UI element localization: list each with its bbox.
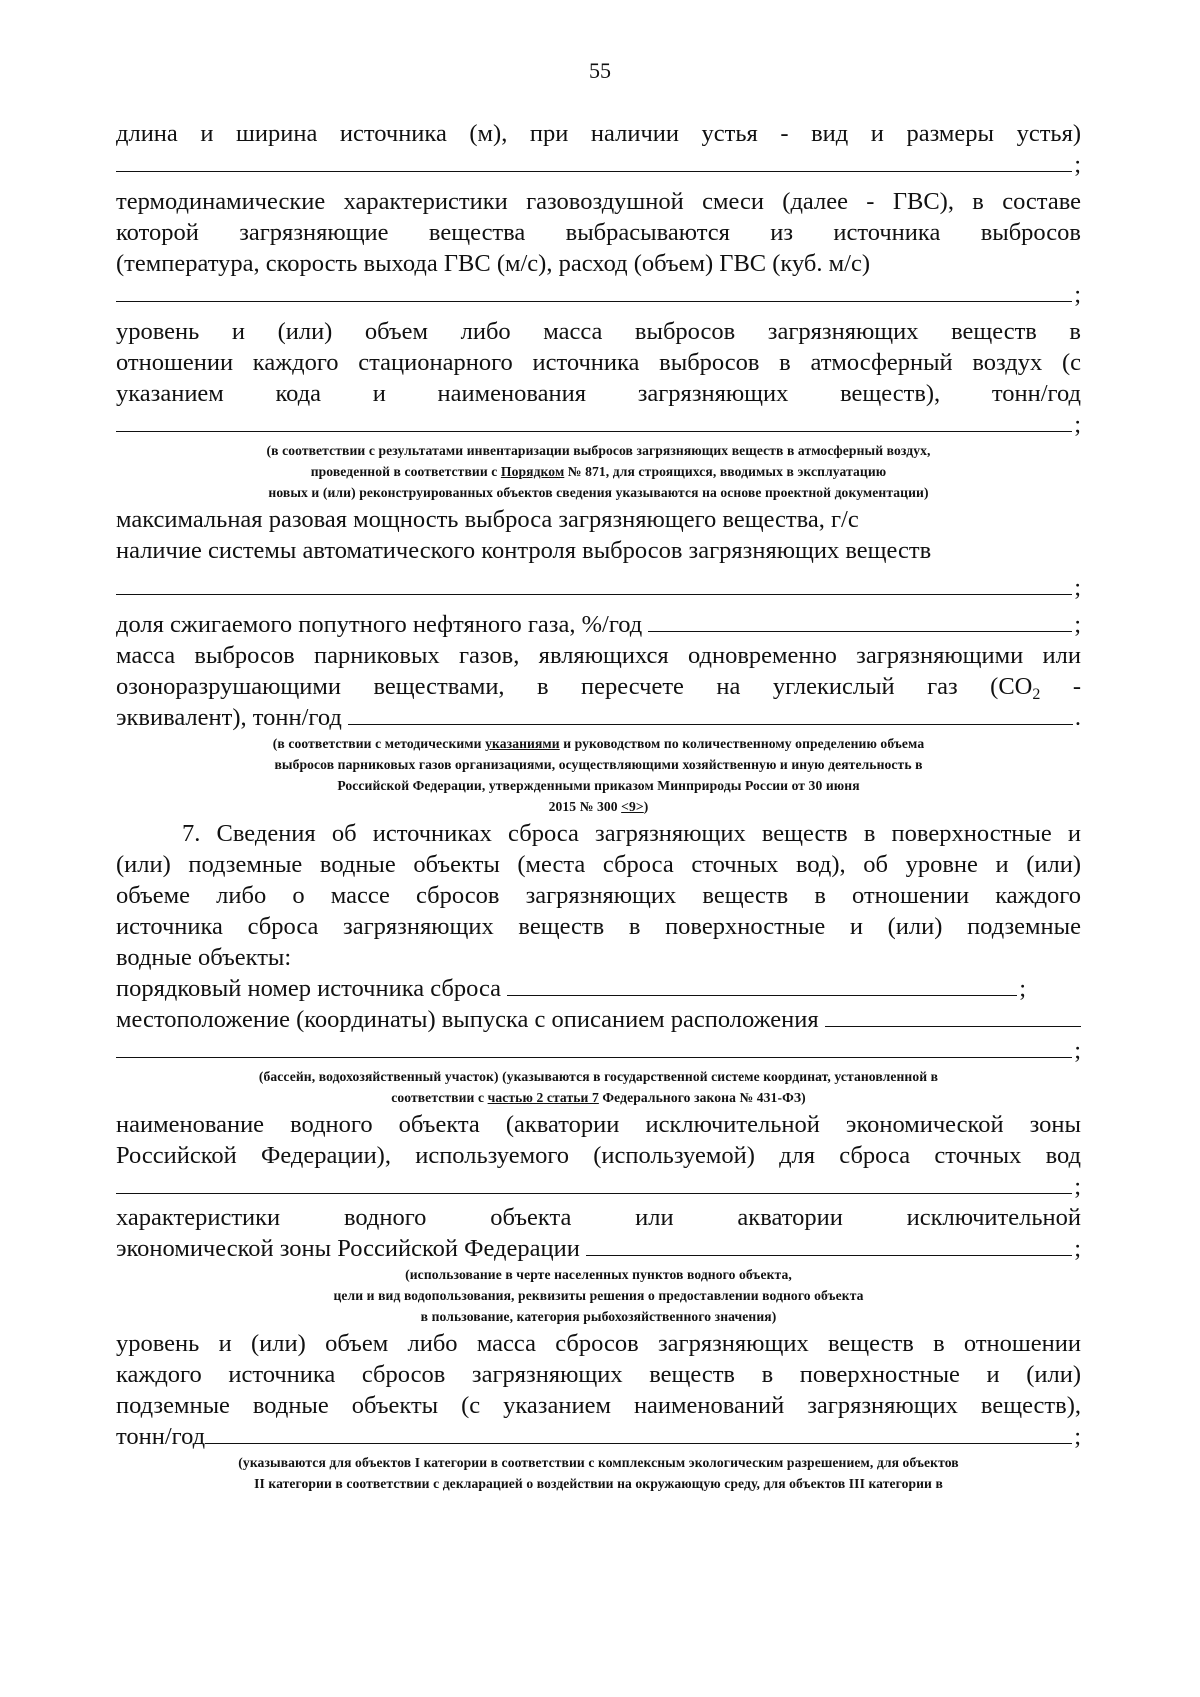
blank-underline: [116, 279, 1072, 302]
line-end-mark: ;: [1074, 1423, 1081, 1450]
text-line: (или) подземные водные объекты (места сброса сточных вод), об уровне и (или): [116, 851, 1081, 878]
reference-link[interactable]: частью 2 статьи 7: [487, 1090, 599, 1105]
line-end-mark: ;: [1074, 1173, 1081, 1200]
line-end-mark: ;: [1074, 281, 1081, 308]
text-line: характеристики водного объекта или акватории исключительной: [116, 1204, 1081, 1231]
footnote-text: цели и вид водопользования, реквизиты решения о предоставлении водного объекта: [333, 1288, 864, 1303]
line-end-mark: ;: [1074, 611, 1081, 638]
blank-field: [116, 409, 1081, 440]
line-end-mark: ;: [1074, 151, 1081, 178]
blank-field: [116, 1171, 1081, 1202]
line-end-mark: ;: [1074, 1235, 1081, 1262]
text-line: уровень и (или) объем либо масса сбросов загрязняющих веществ в отношении: [116, 1330, 1081, 1357]
text-line: длина и ширина источника (м), при наличии устья - вид и размеры устья): [116, 120, 1081, 147]
document-body: [116, 118, 1081, 1495]
blank-underline: [116, 1035, 1072, 1058]
footnote-text: II категории в соответствии с декларацией о воздействии на окружающую среду, для объектов III категории в: [254, 1476, 943, 1491]
reference-link[interactable]: указаниями: [485, 736, 560, 751]
text-line: максимальная разовая мощность выброса загрязняющего вещества, г/с: [116, 506, 859, 533]
text-line: указанием кода и наименования загрязняющих веществ), тонн/год: [116, 380, 1081, 407]
text-line: наличие системы автоматического контроля выбросов загрязняющих веществ: [116, 537, 932, 564]
footnote-text: проведенной в соответствии с Порядком № 871, для строящихся, вводимых в эксплуатацию: [310, 464, 887, 479]
blank-field: [116, 1035, 1081, 1066]
line-end-mark: ;: [1074, 411, 1081, 438]
line-end-mark: .: [1074, 704, 1081, 731]
blank-field: [116, 279, 1081, 310]
text-line: масса выбросов парниковых газов, являющихся одновременно загрязняющими или: [116, 642, 1081, 669]
footnote-text: соответствии с частью 2 статьи 7 Федерального закона № 431-ФЗ): [391, 1090, 806, 1105]
blank-underline: [348, 702, 1073, 725]
blank-underline: [116, 409, 1072, 432]
fill-in-line: [116, 973, 1026, 1004]
text-line: отношении каждого стационарного источника выбросов в атмосферный воздух (с: [116, 349, 1081, 376]
footnote-text: 2015 № 300 <9>): [548, 799, 649, 814]
text-line: термодинамические характеристики газовоздушной смеси (далее - ГВС), в составе: [116, 188, 1081, 215]
blank-field: [116, 149, 1081, 180]
field-label: эквивалент), тонн/год: [116, 704, 342, 731]
fill-in-line: [116, 1004, 1081, 1035]
blank-underline: [648, 609, 1072, 632]
blank-underline: [205, 1421, 1072, 1444]
fill-in-line: [116, 702, 1081, 733]
text-line: наименование водного объекта (акватории исключительной экономической зоны: [116, 1111, 1081, 1138]
footnote-text: (в соответствии с результатами инвентаризации выбросов загрязняющих веществ в атмосферный воздух,: [266, 443, 931, 458]
text-line: водные объекты:: [116, 944, 292, 971]
field-label: доля сжигаемого попутного нефтяного газа, %/год: [116, 611, 643, 638]
blank-underline: [116, 572, 1072, 595]
text-line: (температура, скорость выхода ГВС (м/с), расход (объем) ГВС (куб. м/с): [116, 250, 870, 277]
footnote-text: (использование в черте населенных пунктов водного объекта,: [405, 1267, 792, 1282]
footnote-text: (в соответствии с методическими указаниями и руководством по количественному определению объема: [272, 736, 925, 751]
footnote-text: (указываются для объектов I категории в соответствии с комплексным экологическим разрешением, для объектов: [238, 1455, 959, 1470]
line-end-mark: ;: [1074, 574, 1081, 601]
line-end-mark: ;: [1019, 975, 1026, 1002]
footnote-text: новых и (или) реконструированных объектов сведения указываются на основе проектной документации): [268, 485, 929, 500]
footnote-text: Российской Федерации, утвержденными приказом Минприроды России от 30 июня: [337, 778, 860, 793]
blank-underline: [116, 1171, 1072, 1194]
reference-link[interactable]: <9>: [621, 799, 644, 814]
text-line: каждого источника сбросов загрязняющих веществ в поверхностные и (или): [116, 1361, 1081, 1388]
reference-link[interactable]: Порядком: [500, 464, 565, 479]
footnote-text: в пользование, категория рыбохозяйственного значения): [420, 1309, 777, 1324]
text-line: подземные водные объекты (с указанием наименований загрязняющих веществ),: [116, 1392, 1081, 1419]
footnote-text: (бассейн, водохозяйственный участок) (указываются в государственной системе координат, установленной в: [258, 1069, 939, 1084]
fill-in-line: [116, 1421, 1081, 1452]
fill-in-line: [116, 1233, 1081, 1264]
blank-underline: [825, 1004, 1081, 1027]
text-line: источника сброса загрязняющих веществ в поверхностные и (или) подземные: [116, 913, 1081, 940]
line-end-mark: ;: [1074, 1037, 1081, 1064]
section-heading-line: 7. Сведения об источниках сброса загрязняющих веществ в поверхностные и: [182, 820, 1081, 847]
blank-underline: [586, 1233, 1072, 1256]
text-line: уровень и (или) объем либо масса выбросов загрязняющих веществ в: [116, 318, 1081, 345]
field-label: экономической зоны Российской Федерации: [116, 1235, 580, 1262]
blank-underline: [507, 973, 1017, 996]
blank-underline: [116, 149, 1072, 172]
text-line: объеме либо о массе сбросов загрязняющих веществ в отношении каждого: [116, 882, 1081, 909]
fill-in-line: [116, 609, 1081, 640]
footnote-text: выбросов парниковых газов организациями, осуществляющими хозяйственную и иную деятельность в: [274, 757, 923, 772]
blank-field: [116, 572, 1081, 603]
field-label: тонн/год: [116, 1423, 206, 1450]
text-line: озоноразрушающими веществами, в пересчете на углекислый газ ($CO_2$ -: [116, 673, 1081, 702]
text-line: которой загрязняющие вещества выбрасываются из источника выбросов: [116, 219, 1081, 246]
page-number: 55: [589, 58, 611, 83]
text-line: Российской Федерации), используемого (используемой) для сброса сточных вод: [116, 1142, 1081, 1169]
field-label: местоположение (координаты) выпуска с описанием расположения: [116, 1006, 819, 1033]
field-label: порядковый номер источника сброса: [116, 975, 502, 1002]
